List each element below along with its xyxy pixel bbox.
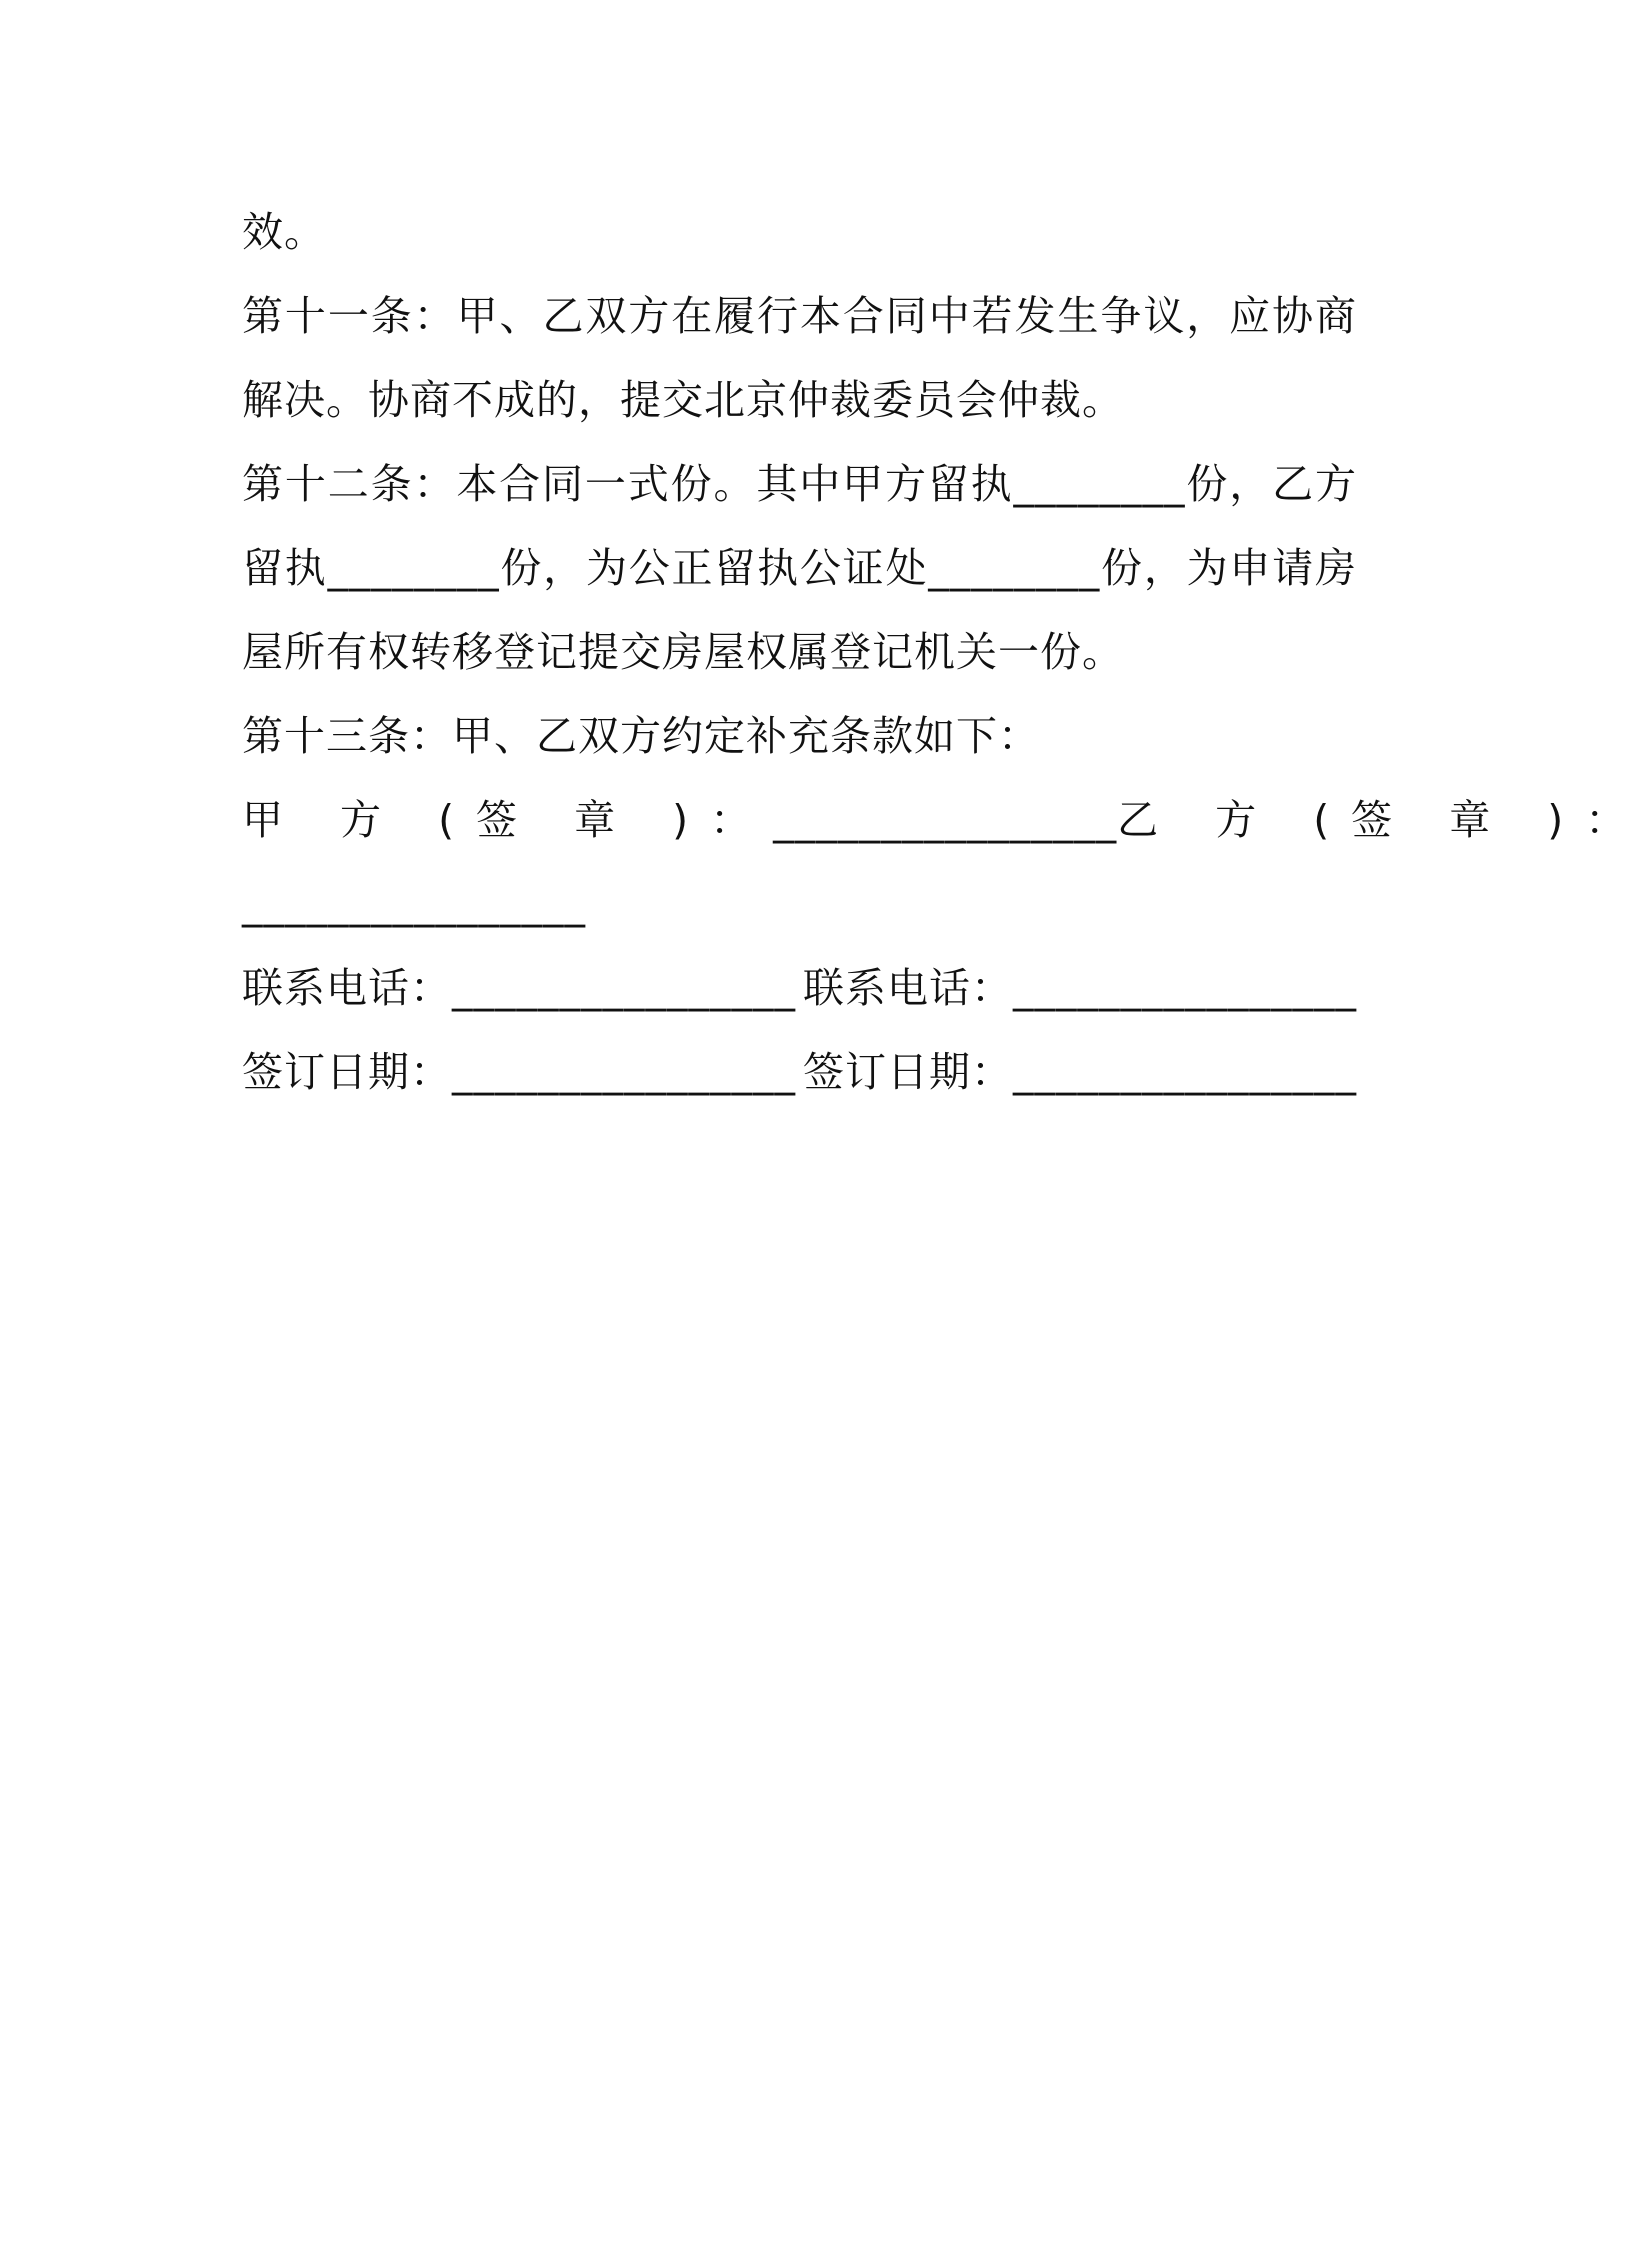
party-a-phone-blank: ________________: [452, 964, 796, 1012]
party-a-signature-blank: ________________: [773, 796, 1118, 844]
signature-row: [242, 778, 1648, 862]
party-a-date-blank: ________________: [452, 1048, 796, 1096]
party-b-phone-label: 联系电话：: [803, 964, 1013, 1012]
document-body: [242, 190, 1648, 1114]
party-b-date-blank: ________________: [1013, 1048, 1357, 1096]
clause-13: 第十三条：甲、乙双方约定补充条款如下：: [242, 712, 1040, 760]
paragraph-continuation: 效。: [242, 208, 326, 256]
party-b-signature-label: 乙 方 (签 章 )：: [1117, 796, 1648, 844]
party-b-signature-line: [242, 862, 1357, 946]
clause-12: 第十二条：本合同一式份。其中甲方留执________份，乙方留执________份，为公正留执公证处________份，为申请房屋所有权转移登记提交房屋权属登记机关一份。: [242, 460, 1357, 676]
party-b-date-field: [803, 1030, 1357, 1114]
party-b-date-label: 签订日期：: [803, 1048, 1013, 1096]
party-b-signature-blank: ________________: [242, 880, 586, 928]
party-a-signature-label: 甲 方 (签 章 )：: [242, 796, 774, 844]
phone-row: [242, 946, 1357, 1030]
party-b-phone-blank: ________________: [1013, 964, 1357, 1012]
party-a-date-field: [242, 1030, 796, 1114]
party-a-date-label: 签订日期：: [242, 1048, 452, 1096]
party-a-phone-field: [242, 946, 796, 1030]
date-row: [242, 1030, 1357, 1114]
clause-11: 第十一条：甲、乙双方在履行本合同中若发生争议，应协商解决。协商不成的，提交北京仲裁委员会仲裁。: [242, 292, 1357, 424]
party-b-phone-field: [803, 946, 1357, 1030]
party-a-phone-label: 联系电话：: [242, 964, 452, 1012]
